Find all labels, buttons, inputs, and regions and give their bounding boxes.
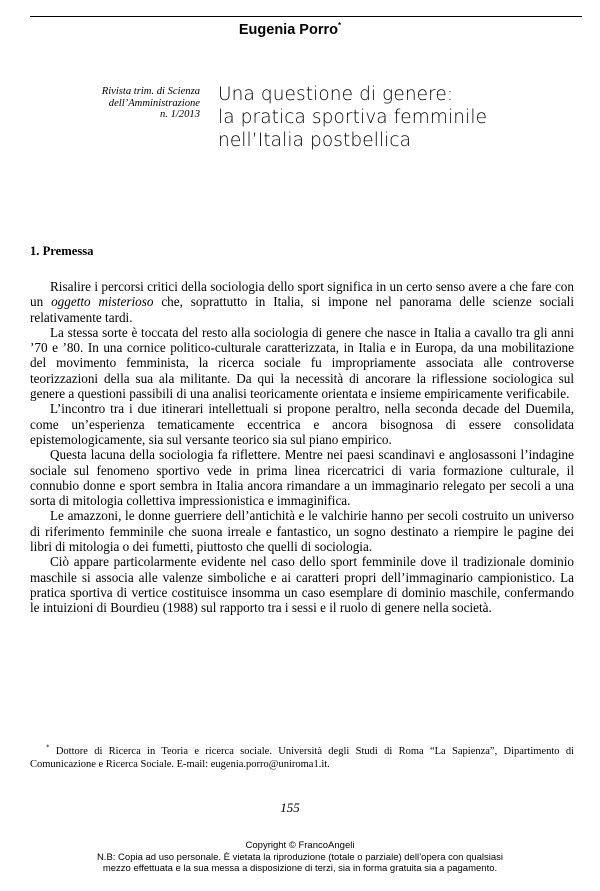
journal-issue: n. 1/2013 [159,109,200,120]
page-number: 155 [280,800,300,815]
paragraph-text: che, soprattutto in Italia, si impone nel panorama delle scienze sociali relativamente tardi. [30,294,574,325]
journal-line: dell’Amministrazione [108,97,200,109]
paragraph-text: Risalire i percorsi critici della sociologia dello sport significa in un certo senso avere a che fare con un [30,279,574,310]
title-line: nell’Italia postbellica [218,130,412,151]
copyright-line: mezzo effettuata e la sua messa a disposizione di terzi, sia in forma gratuita sia a pagamento. [102,863,498,874]
journal-line: Rivista trim. di Scienza [101,86,200,97]
footnote-text: Dottore di Ricerca in Teoria e ricerca sociale. Università degli Studi di Roma “La Sapienza”, Dipartimento di Comunicazione e Ricerca Sociale. E-mail: eugenia.porro@uniroma1.it. [30,746,574,770]
emphasis-text: oggetto misterioso [51,294,154,310]
footnote [30,745,574,771]
title-line: Una questione di genere: [218,84,454,105]
body-text [30,264,574,616]
author-name-text: Eugenia Porro [238,22,338,38]
paragraph [30,279,574,325]
paragraph: Ciò appare particolarmente evidente nel caso dello sport femminile dove il tradizionale dominio maschile si associa alle valenze simboliche e ai caratteri propri dell’immaginario campionistico. La pratica sportiva di vertice costituisce insomma un caso esemplare di dominio maschile, confermando le intuizioni di Bourdieu (1988) sul rapporto tra i sessi e il ruolo di genere nella società. [30,554,574,616]
paragraph: L’incontro tra i due itinerari intellettuali si propone peraltro, nella seconda decade del Duemila, come un’esperienza tematicamente eccentrica e ancora bisognosa di essere consolidata epistemologicamente, sia sul versante teorico sia sul piano empirico. [30,401,574,447]
copyright-notice [0,840,600,875]
author-name [0,22,580,38]
copyright-line: N.B: Copia ad uso personale. È vietata la riproduzione (totale o parziale) dell’opera con qualsiasi [96,851,504,863]
paragraph: Questa lacuna della sociologia fa riflettere. Mentre nei paesi scandinavi e anglosassoni l’indagine sociale sul fenomeno sportivo vede in prima linea ricercatrici di varia formazione culturale, il connubio donne e sport sembra in Italia ancora rimandare a un immaginario relegato per secoli a una sorta di mitologia collettiva impressionistica e immaginifica. [30,447,574,509]
journal-reference [60,86,200,121]
author-footnote-mark: * [337,21,342,31]
title-line: la pratica sportiva femminile [218,107,488,128]
header-rule [30,16,582,17]
copyright-line: Copyright © FrancoAngeli [245,840,355,851]
article-title [218,83,588,152]
paragraph: La stessa sorte è toccata del resto alla sociologia di genere che nasce in Italia a cavallo tra gli anni ’70 e ’80. In una cornice politico-culturale caratterizzata, in Italia e in Europa, da una mobilitazione del movimento femminista, la ricerca sociale fu impropriamente associata alle controverse teorizzazioni della sua ala militante. Da qui la necessità di ancorare la riflessione sociologica sul genere a questioni passibili di una analisi teoricamente orientata e insieme empiricamente verificabile. [30,324,574,402]
section-heading: 1. Premessa [30,244,94,258]
footnote-mark: * [46,743,50,752]
paragraph: Le amazzoni, le donne guerriere dell’antichità e le valchirie hanno per secoli costruito un universo di riferimento femminile che suona irreale e fantastico, un sogno destinato a riempire le pagine dei libri di mitologia o dei fumetti, piuttosto che quelli di sociologia. [30,508,574,555]
